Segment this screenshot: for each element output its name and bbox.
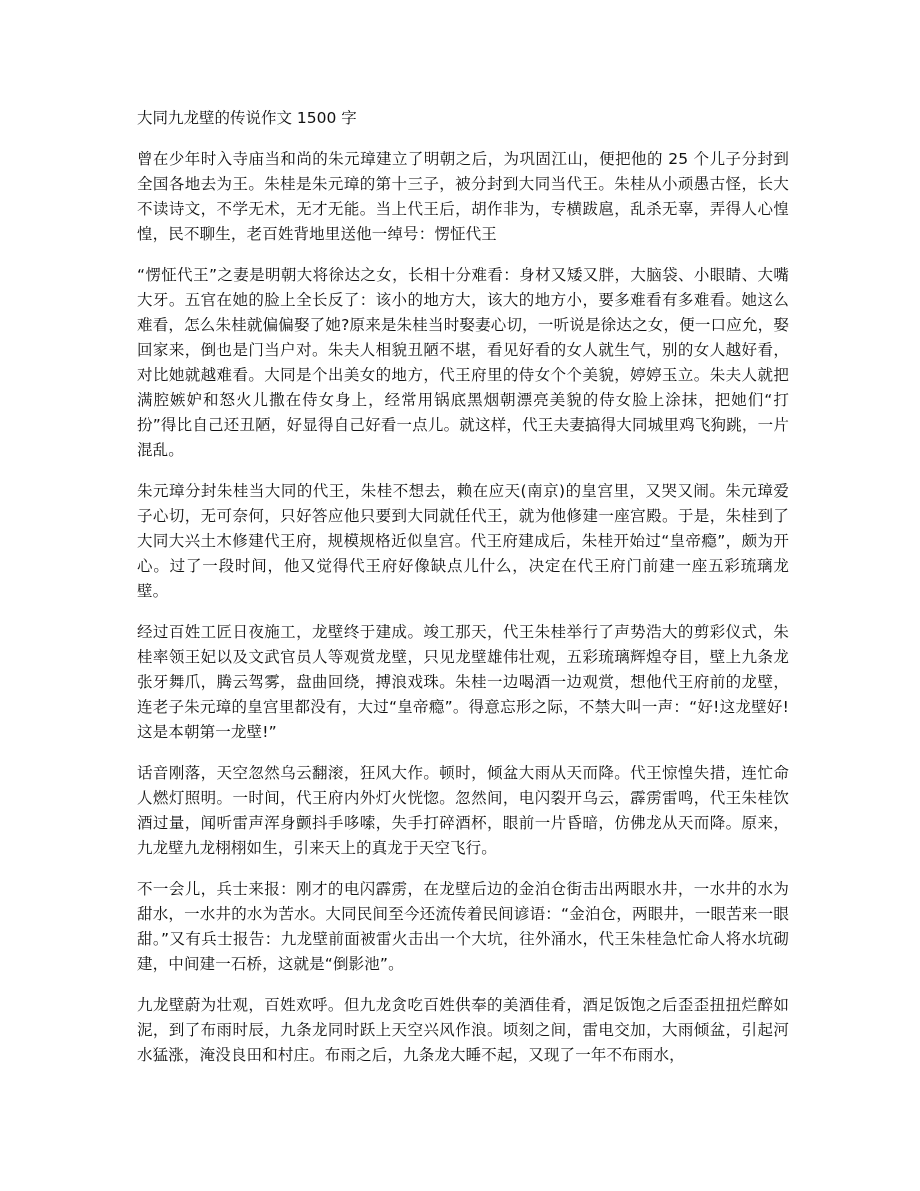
paragraph-6: 不一会儿，兵士来报：刚才的电闪霹雳，在龙壁后边的金泊仓街击出两眼水井，一水井的水为甜水，一水井的水为苦水。大同民间至今还流传着民间谚语：“金泊仓，两眼井，一眼苦来一眼甜。”又有兵士报告：九龙壁前面被雷火击出一个大坑，往外涌水，代王朱桂急忙命人将水坑砌建，中间建一石桥，这就是“倒影池”。 [137,880,789,973]
paragraph-4: 经过百姓工匠日夜施工，龙壁终于建成。竣工那天，代王朱桂举行了声势浩大的剪彩仪式，朱桂率领王妃以及文武官员人等观赏龙壁，只见龙壁雄伟壮观，五彩琉璃辉煌夺目，壁上九条龙张牙舞爪，腾云驾雾，盘曲回绕，搏浪戏珠。朱桂一边喝酒一边观赏，想他代王府前的龙壁，连老子朱元璋的皇宫里都没有，大过“皇帝瘾”。得意忘形之际，不禁大叫一声：“好!这龙壁好!这是本朝第一龙壁!” [137,623,789,741]
paragraph-2: “愣怔代王”之妻是明朝大将徐达之女，长相十分难看：身材又矮又胖，大脑袋、小眼睛、大嘴大牙。五官在她的脸上全长反了：该小的地方大，该大的地方小，要多难看有多难看。她这么难看，怎么朱桂就偏偏娶了她?原来是朱桂当时娶妻心切，一听说是徐达之女，便一口应允，娶回家来，倒也是门当户对。朱夫人相貌丑陋不堪，看见好看的女人就生气，别的女人越好看，对比她就越难看。大同是个出美女的地方，代王府里的侍女个个美貌，婷婷玉立。朱夫人就把满腔嫉妒和怒火儿撒在侍女身上，经常用锅底黑烟朝漂亮美貌的侍女脸上涂抹，把她们“打扮”得比自己还丑陋，好显得自己好看一点儿。就这样，代王夫妻搞得大同城里鸡飞狗跳，一片混乱。 [137,266,789,459]
document-page [137,106,789,1084]
paragraph-7: 九龙壁蔚为壮观，百姓欢呼。但九龙贪吃百姓供奉的美酒佳肴，酒足饭饱之后歪歪扭扭烂醉如泥，到了布雨时辰，九条龙同时跃上天空兴风作浪。顷刻之间，雷电交加，大雨倾盆，引起河水猛涨，淹没良田和村庄。布雨之后，九条龙大睡不起，又现了一年不布雨水， [137,996,789,1064]
paragraph-5: 话音刚落，天空忽然乌云翻滚，狂风大作。顿时，倾盆大雨从天而降。代王惊惶失措，连忙命人燃灯照明。一时间，代王府内外灯火恍惚。忽然间，电闪裂开乌云，霹雳雷鸣，代王朱桂饮酒过量，闻听雷声浑身颤抖手哆嗦，失手打碎酒杯，眼前一片昏暗，仿佛龙从天而降。原来，九龙壁九龙栩栩如生，引来天上的真龙于天空飞行。 [137,764,789,857]
paragraph-1: 曾在少年时入寺庙当和尚的朱元璋建立了明朝之后，为巩固江山，便把他的 25 个儿子分封到全国各地去为王。朱桂是朱元璋的第十三子，被分封到大同当代王。朱桂从小顽愚古怪，长大不读诗文，不学无术，无才无能。当上代王后，胡作非为，专横跋扈，乱杀无辜，弄得人心惶惶，民不聊生，老百姓背地里送他一绰号：愣怔代王 [137,150,789,243]
document-title: 大同九龙壁的传说作文 1500 字 [137,109,357,127]
paragraph-3: 朱元璋分封朱桂当大同的代王，朱桂不想去，赖在应天(南京)的皇宫里，又哭又闹。朱元璋爱子心切，无可奈何，只好答应他只要到大同就任代王，就为他修建一座宫殿。于是，朱桂到了大同大兴土木修建代王府，规模规格近似皇宫。代王府建成后，朱桂开始过“皇帝瘾”，颇为开心。过了一段时间，他又觉得代王府好像缺点儿什么，决定在代王府门前建一座五彩琉璃龙壁。 [137,482,789,600]
